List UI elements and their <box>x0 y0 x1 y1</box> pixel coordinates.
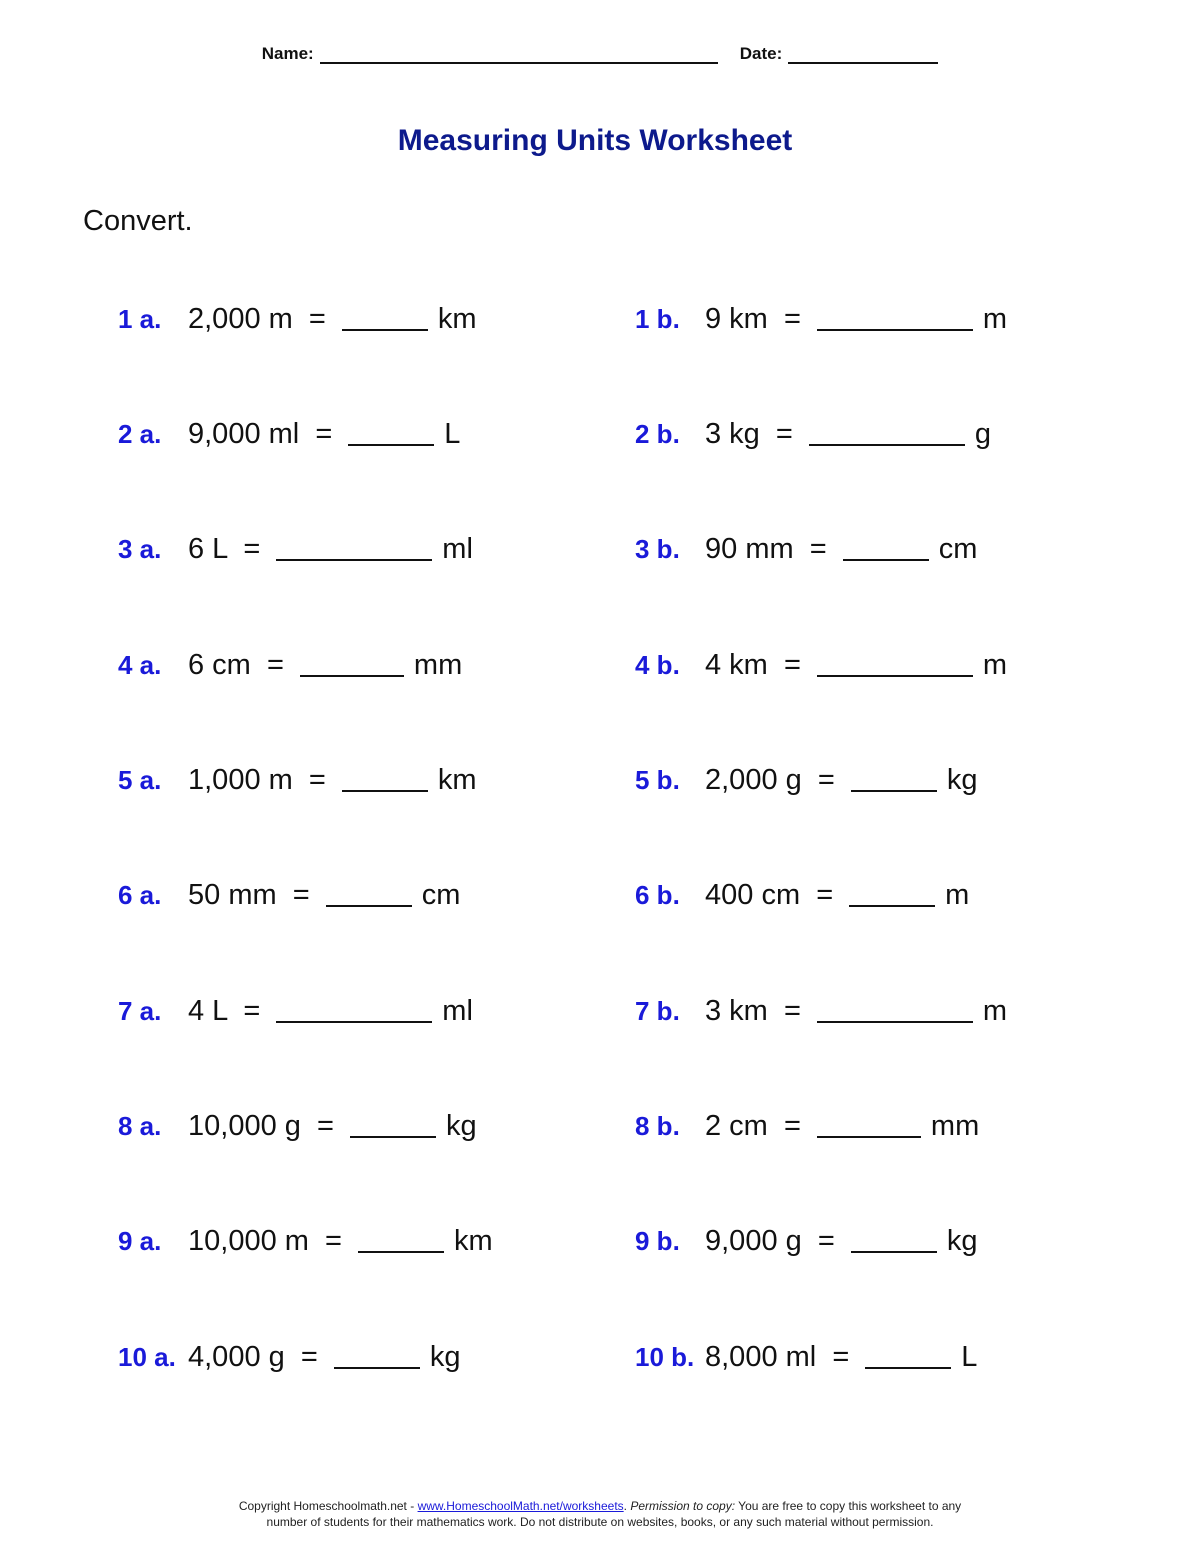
problem-number: 6 a. <box>118 880 162 910</box>
answer-blank[interactable] <box>817 651 973 677</box>
problem-number: 2 b. <box>635 419 680 449</box>
problem-expression: 6 cm = <box>188 649 284 681</box>
problem-4b <box>635 648 1007 682</box>
answer-blank[interactable] <box>276 535 432 561</box>
answer-blank[interactable] <box>358 1227 444 1253</box>
problem-expression: 4 L = <box>188 995 261 1027</box>
problem-5b <box>635 763 977 797</box>
answer-blank[interactable] <box>342 305 428 331</box>
problem-6b <box>635 878 969 912</box>
problem-10a <box>118 1340 460 1374</box>
date-label: Date: <box>739 44 783 63</box>
permission-text: You are free to copy this worksheet to any <box>735 1499 962 1513</box>
problem-expression: 6 L = <box>188 533 261 565</box>
problem-number: 8 b. <box>635 1111 680 1141</box>
problem-unit: km <box>437 303 477 335</box>
answer-blank[interactable] <box>851 1227 937 1253</box>
problem-unit: cm <box>938 533 978 565</box>
footer-line-1 <box>0 1498 1200 1514</box>
problem-expression: 4 km = <box>705 649 801 681</box>
problem-6a <box>118 878 460 912</box>
problem-8b <box>635 1109 979 1143</box>
problem-number: 10 a. <box>118 1342 176 1372</box>
problem-7b <box>635 994 1007 1028</box>
answer-blank[interactable] <box>849 881 935 907</box>
problem-expression: 2,000 m = <box>188 303 326 335</box>
footer-separator: . <box>623 1499 631 1513</box>
answer-blank[interactable] <box>276 997 432 1023</box>
copyright-text: Copyright Homeschoolmath.net - <box>238 1499 418 1513</box>
worksheet-title: Measuring Units Worksheet <box>397 124 793 157</box>
problem-expression: 10,000 g = <box>188 1110 334 1142</box>
problem-number: 5 b. <box>635 765 680 795</box>
footer-line-2: number of students for their mathematics work. Do not distribute on websites, books, or any such material without permission. <box>266 1515 934 1529</box>
problem-number: 3 b. <box>635 534 680 564</box>
answer-blank[interactable] <box>326 881 412 907</box>
answer-blank[interactable] <box>851 766 937 792</box>
problem-expression: 400 cm = <box>705 879 834 911</box>
answer-blank[interactable] <box>843 535 929 561</box>
answer-blank[interactable] <box>817 305 973 331</box>
problem-unit: cm <box>421 879 461 911</box>
problem-unit: kg <box>445 1110 477 1142</box>
problem-expression: 3 km = <box>705 995 801 1027</box>
problem-8a <box>118 1109 477 1143</box>
answer-blank[interactable] <box>342 766 428 792</box>
problem-unit: L <box>961 1341 978 1373</box>
problem-10b <box>635 1340 977 1374</box>
problem-number: 1 a. <box>118 304 162 334</box>
problem-number: 2 a. <box>118 419 162 449</box>
problem-3a <box>118 532 473 566</box>
problem-expression: 8,000 ml = <box>705 1341 850 1373</box>
problem-expression: 3 kg = <box>705 418 793 450</box>
problem-unit: mm <box>930 1110 980 1142</box>
answer-blank[interactable] <box>865 1343 951 1369</box>
problem-expression: 50 mm = <box>188 879 310 911</box>
problem-unit: L <box>444 418 461 450</box>
problem-unit: g <box>974 418 992 450</box>
name-field-line[interactable] <box>320 44 718 64</box>
problem-unit: km <box>437 764 477 796</box>
answer-blank[interactable] <box>809 420 965 446</box>
problem-unit: m <box>982 649 1008 681</box>
problem-9b <box>635 1224 977 1258</box>
problem-number: 5 a. <box>118 765 162 795</box>
problem-number: 3 a. <box>118 534 162 564</box>
problem-unit: m <box>982 303 1008 335</box>
problem-expression: 1,000 m = <box>188 764 326 796</box>
answer-blank[interactable] <box>348 420 434 446</box>
problem-expression: 4,000 g = <box>188 1341 318 1373</box>
worksheets-link[interactable]: www.HomeschoolMath.net/worksheets <box>417 1499 624 1513</box>
answer-blank[interactable] <box>817 997 973 1023</box>
student-info-header <box>0 44 1200 64</box>
problem-5a <box>118 763 477 797</box>
copyright-footer <box>0 1498 1200 1530</box>
problem-number: 7 b. <box>635 996 680 1026</box>
answer-blank[interactable] <box>300 651 404 677</box>
answer-blank[interactable] <box>350 1112 436 1138</box>
problem-4a <box>118 648 462 682</box>
problem-expression: 9 km = <box>705 303 801 335</box>
problem-number: 7 a. <box>118 996 162 1026</box>
problem-unit: kg <box>429 1341 461 1373</box>
problem-number: 1 b. <box>635 304 680 334</box>
problem-number: 10 b. <box>635 1342 695 1372</box>
answer-blank[interactable] <box>334 1343 420 1369</box>
problem-expression: 90 mm = <box>705 533 827 565</box>
problem-2a <box>118 417 460 451</box>
problem-expression: 2,000 g = <box>705 764 835 796</box>
problem-expression: 9,000 ml = <box>188 418 333 450</box>
problem-2b <box>635 417 991 451</box>
problem-number: 4 b. <box>635 650 680 680</box>
instruction-text: Convert. <box>83 205 193 237</box>
problem-expression: 2 cm = <box>705 1110 801 1142</box>
problem-7a <box>118 994 473 1028</box>
name-label: Name: <box>261 44 314 63</box>
problem-unit: m <box>945 879 970 911</box>
problem-expression: 10,000 m = <box>188 1225 342 1257</box>
problem-number: 8 a. <box>118 1111 162 1141</box>
problem-unit: ml <box>442 995 473 1027</box>
problem-1a <box>118 302 477 336</box>
date-field-line[interactable] <box>788 44 938 64</box>
problem-unit: kg <box>946 764 978 796</box>
problem-unit: mm <box>413 649 463 681</box>
problem-9a <box>118 1224 493 1258</box>
problem-unit: m <box>982 995 1008 1027</box>
problem-1b <box>635 302 1007 336</box>
problem-number: 6 b. <box>635 880 680 910</box>
problem-unit: ml <box>442 533 473 565</box>
problem-3b <box>635 532 977 566</box>
answer-blank[interactable] <box>817 1112 921 1138</box>
problem-number: 4 a. <box>118 650 162 680</box>
permission-label: Permission to copy: <box>630 1499 736 1513</box>
problem-number: 9 a. <box>118 1226 162 1256</box>
problem-unit: km <box>453 1225 493 1257</box>
problem-expression: 9,000 g = <box>705 1225 835 1257</box>
problem-unit: kg <box>946 1225 978 1257</box>
problem-number: 9 b. <box>635 1226 680 1256</box>
